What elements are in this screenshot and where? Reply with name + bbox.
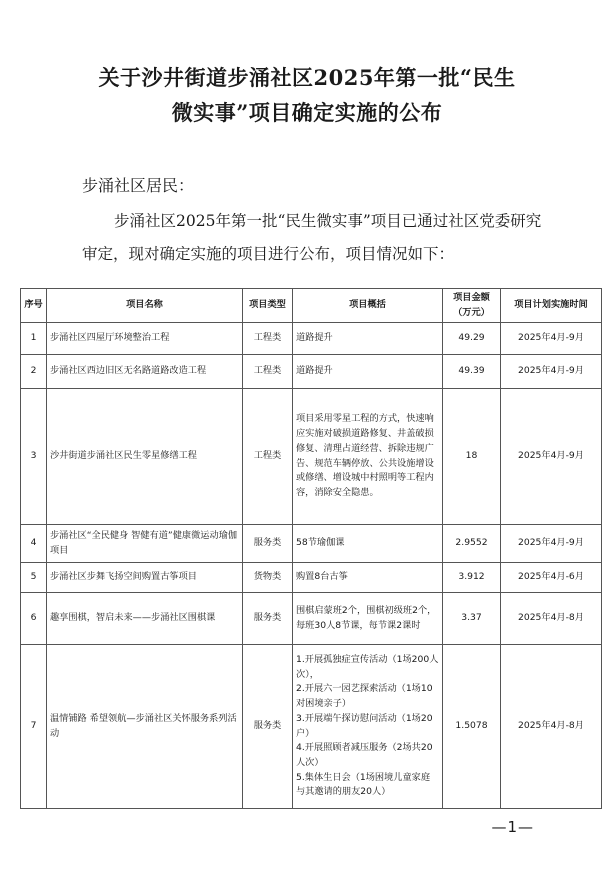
desc-line: 5.集体生日会（1场困境儿童家庭与其邀请的朋友20人） [296,771,431,798]
cell-amount: 49.39 [443,355,501,389]
cell-name: 步涌社区“全民健身 智健有道”健康微运动瑜伽项目 [47,525,243,563]
cell-type: 服务类 [243,645,293,809]
cell-name: 步涌社区四屋厅环境整治工程 [47,323,243,355]
cell-desc: 58节瑜伽课 [293,525,443,563]
cell-name: 温情铺路 希望领航—步涌社区关怀服务系列活动 [47,645,243,809]
table-row [21,389,602,525]
cell-no: 5 [21,563,47,593]
cell-no: 1 [21,323,47,355]
cell-amount: 18 [443,389,501,525]
cell-type: 工程类 [243,323,293,355]
header-amount: 项目金额（万元） [443,289,501,323]
cell-time: 2025年4月-8月 [501,593,602,645]
cell-name: 沙井街道步涌社区民生零星修缮工程 [47,389,243,525]
desc-line: 4.开展照顾者减压服务（2场共20人次） [296,742,433,768]
cell-amount: 49.29 [443,323,501,355]
cell-no: 3 [21,389,47,525]
table-header-row [21,289,602,323]
desc-line: 3.开展端午探访慰问活动（1场20户） [296,712,433,739]
cell-desc [293,645,443,809]
cell-amount: 1.5078 [443,645,501,809]
table-row [21,593,602,645]
cell-desc: 围棋启蒙班2个，围棋初级班2个，每班30人8节课，每节课2课时 [293,593,443,645]
cell-type: 货物类 [243,563,293,593]
document-title [40,60,574,130]
title-line-2: 微实事”项目确定实施的公布 [171,100,443,125]
cell-time: 2025年4月-6月 [501,563,602,593]
cell-no: 6 [21,593,47,645]
table-row [21,323,602,355]
project-table [20,288,602,809]
cell-name: 步涌社区西边旧区无名路道路改造工程 [47,355,243,389]
intro-paragraph: 步涌社区2025年第一批“民生微实事”项目已通过社区党委研究审定，现对确定实施的项目进行公布，项目情况如下： [82,212,542,263]
title-line-1: 关于沙井街道步涌社区2025年第一批“民生 [98,65,516,90]
header-name: 项目名称 [47,289,243,323]
table-row [21,645,602,809]
cell-amount: 3.912 [443,563,501,593]
cell-type: 工程类 [243,389,293,525]
cell-amount: 2.9552 [443,525,501,563]
cell-no: 7 [21,645,47,809]
header-time: 项目计划实施时间 [501,289,602,323]
cell-no: 4 [21,525,47,563]
cell-name: 步涌社区步舞飞扬空间购置古筝项目 [47,563,243,593]
header-type: 项目类型 [243,289,293,323]
cell-type: 服务类 [243,593,293,645]
cell-time: 2025年4月-8月 [501,645,602,809]
cell-no: 2 [21,355,47,389]
cell-name: 趣享围棋，智启未来——步涌社区围棋课 [47,593,243,645]
salutation: 步涌社区居民： [82,176,195,195]
cell-desc: 项目采用零星工程的方式，快速响应实施对破损道路修复、井盖破损修复、清理占道经营、拆除违规广告、规范车辆停放、公共设施增设或修缮、增设城中村照明等工程内容，消除安全隐患。 [293,389,443,525]
table-row [21,525,602,563]
cell-type: 服务类 [243,525,293,563]
cell-amount: 3.37 [443,593,501,645]
header-no: 序号 [21,289,47,323]
page-number: —1— [491,818,534,836]
cell-desc: 购置8台古筝 [293,563,443,593]
desc-line: 1.开展孤独症宣传活动（1场200人次）， [296,653,439,680]
cell-time: 2025年4月-9月 [501,389,602,525]
cell-type: 工程类 [243,355,293,389]
cell-time: 2025年4月-9月 [501,355,602,389]
cell-desc: 道路提升 [293,355,443,389]
desc-line: 2.开展六一园艺探索活动（1场10对困境亲子） [296,683,433,710]
cell-desc: 道路提升 [293,323,443,355]
table-row [21,563,602,593]
header-desc: 项目概括 [293,289,443,323]
cell-time: 2025年4月-9月 [501,323,602,355]
table-row [21,355,602,389]
cell-time: 2025年4月-9月 [501,525,602,563]
